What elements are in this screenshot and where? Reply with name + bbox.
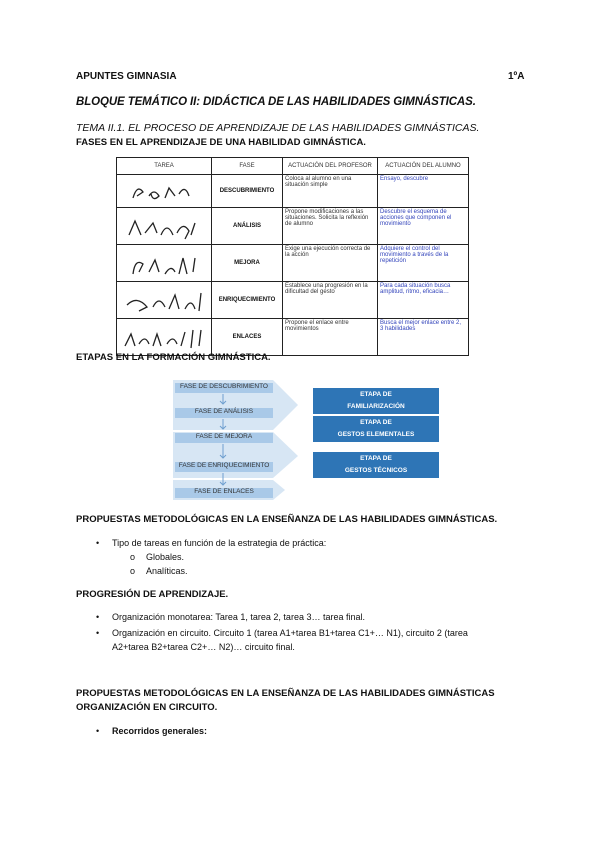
prof-cell: Establece una progresión en la dificultad del gesto [283, 282, 378, 319]
stage-label: ETAPA DE [360, 455, 392, 462]
phase-mejora: MEJORA [212, 245, 283, 282]
phase-analisis: ANÁLISIS [212, 208, 283, 245]
section-stages-heading: ETAPAS EN LA FORMACIÓN GIMNÁSTICA. [76, 352, 271, 363]
section-progression-heading: PROGRESIÓN DE APRENDIZAJE. [76, 589, 229, 600]
bullet-icon: • [96, 726, 100, 736]
section-circuit-heading-line1: PROPUESTAS METODOLÓGICAS EN LA ENSEÑANZA DE LAS HABILIDADES GIMNÁSTICAS [76, 688, 495, 699]
phase-enriquecimiento: ENRIQUECIMIENTO [212, 282, 283, 319]
circle-bullet-icon: o [130, 566, 136, 576]
list-item: Recorridos generales: [112, 726, 208, 736]
col-header-tarea: TAREA [117, 158, 212, 175]
circle-bullet-icon: o [130, 552, 136, 562]
list-item: Organización en circuito. Circuito 1 (tarea A1+tarea B1+tarea C1+… N1), circuito 2 (tarea [112, 628, 468, 638]
bullet-icon: • [96, 538, 100, 548]
stage-label: GESTOS ELEMENTALES [337, 431, 415, 438]
alum-cell: Busca el mejor enlace entre 2, 3 habilidades [378, 319, 469, 356]
gymnast-sketch-icon [117, 282, 212, 319]
phases-table [116, 157, 469, 356]
alum-cell: Para cada situación busca amplitud, ritmo, eficacia… [378, 282, 469, 319]
phase-label: FASE DE ANÁLISIS [194, 408, 254, 415]
phase-label: FASE DE DESCUBRIMIENTO [179, 383, 268, 390]
phase-descubrimiento: DESCUBRIMIENTO [212, 175, 283, 208]
col-header-profesor: ACTUACIÓN DEL PROFESOR [283, 158, 378, 175]
bullet-icon: • [96, 612, 100, 622]
phase-label: FASE DE ENRIQUECIMIENTO [178, 462, 270, 469]
alum-cell: Adquiere el control del movimiento a través de la repetición [378, 245, 469, 282]
stage-label: ETAPA DE [360, 391, 392, 398]
table-row [117, 175, 469, 208]
block-title: BLOQUE TEMÁTICO II: DIDÁCTICA DE LAS HABILIDADES GIMNÁSTICAS. [76, 96, 476, 108]
table-row [117, 319, 469, 356]
section-phases-heading: FASES EN EL APRENDIZAJE DE UNA HABILIDAD GIMNÁSTICA. [76, 137, 366, 148]
table-row [117, 208, 469, 245]
stage-label: FAMILIARIZACIÓN [347, 403, 405, 410]
alum-cell: Descubre el esquema de acciones que componen el movimiento [378, 208, 469, 245]
col-header-alumno: ACTUACIÓN DEL ALUMNO [378, 158, 469, 175]
list-item: Tipo de tareas en función de la estrategia de práctica: [112, 538, 327, 548]
list-item-continuation: A2+tarea B2+tarea C2+… N2)… circuito final. [112, 642, 295, 652]
stage-label: ETAPA DE [360, 419, 392, 426]
prof-cell: Coloca al alumno en una situación simple [283, 175, 378, 208]
section-methods-heading: PROPUESTAS METODOLÓGICAS EN LA ENSEÑANZA DE LAS HABILIDADES GIMNÁSTICAS. [76, 514, 498, 525]
doc-header-right: 1ºA [508, 71, 525, 82]
list-subitem: Globales. [146, 552, 185, 562]
gymnast-sketch-icon [117, 245, 212, 282]
stages-diagram [173, 380, 443, 500]
prof-cell: Propone modificaciones a las situaciones. Solicita la reflexión de alumno [283, 208, 378, 245]
prof-cell: Propone el enlace entre movimientos [283, 319, 378, 356]
stage-label: GESTOS TÉCNICOS [344, 467, 408, 474]
alum-cell: Ensayo, descubre [378, 175, 469, 208]
section-circuit-heading-line2: ORGANIZACIÓN EN CIRCUITO. [76, 702, 218, 713]
table-row [117, 245, 469, 282]
table-row [117, 282, 469, 319]
gymnast-sketch-icon [117, 319, 212, 356]
phase-label: FASE DE ENLACES [194, 488, 254, 495]
phase-label: FASE DE MEJORA [195, 433, 253, 440]
doc-header-left: APUNTES GIMNASIA [76, 71, 177, 82]
col-header-fase: FASE [212, 158, 283, 175]
list-subitem: Analíticas. [146, 566, 188, 576]
bullet-icon: • [96, 628, 100, 638]
gymnast-sketch-icon [117, 208, 212, 245]
list-item: Organización monotarea: Tarea 1, tarea 2, tarea 3… tarea final. [112, 612, 365, 622]
table-header-row [117, 158, 469, 175]
phase-enlaces: ENLACES [212, 319, 283, 356]
gymnast-sketch-icon [117, 175, 212, 208]
tema-title: TEMA II.1. EL PROCESO DE APRENDIZAJE DE LAS HABILIDADES GIMNÁSTICAS. [76, 122, 480, 134]
prof-cell: Exige una ejecución correcta de la acción [283, 245, 378, 282]
